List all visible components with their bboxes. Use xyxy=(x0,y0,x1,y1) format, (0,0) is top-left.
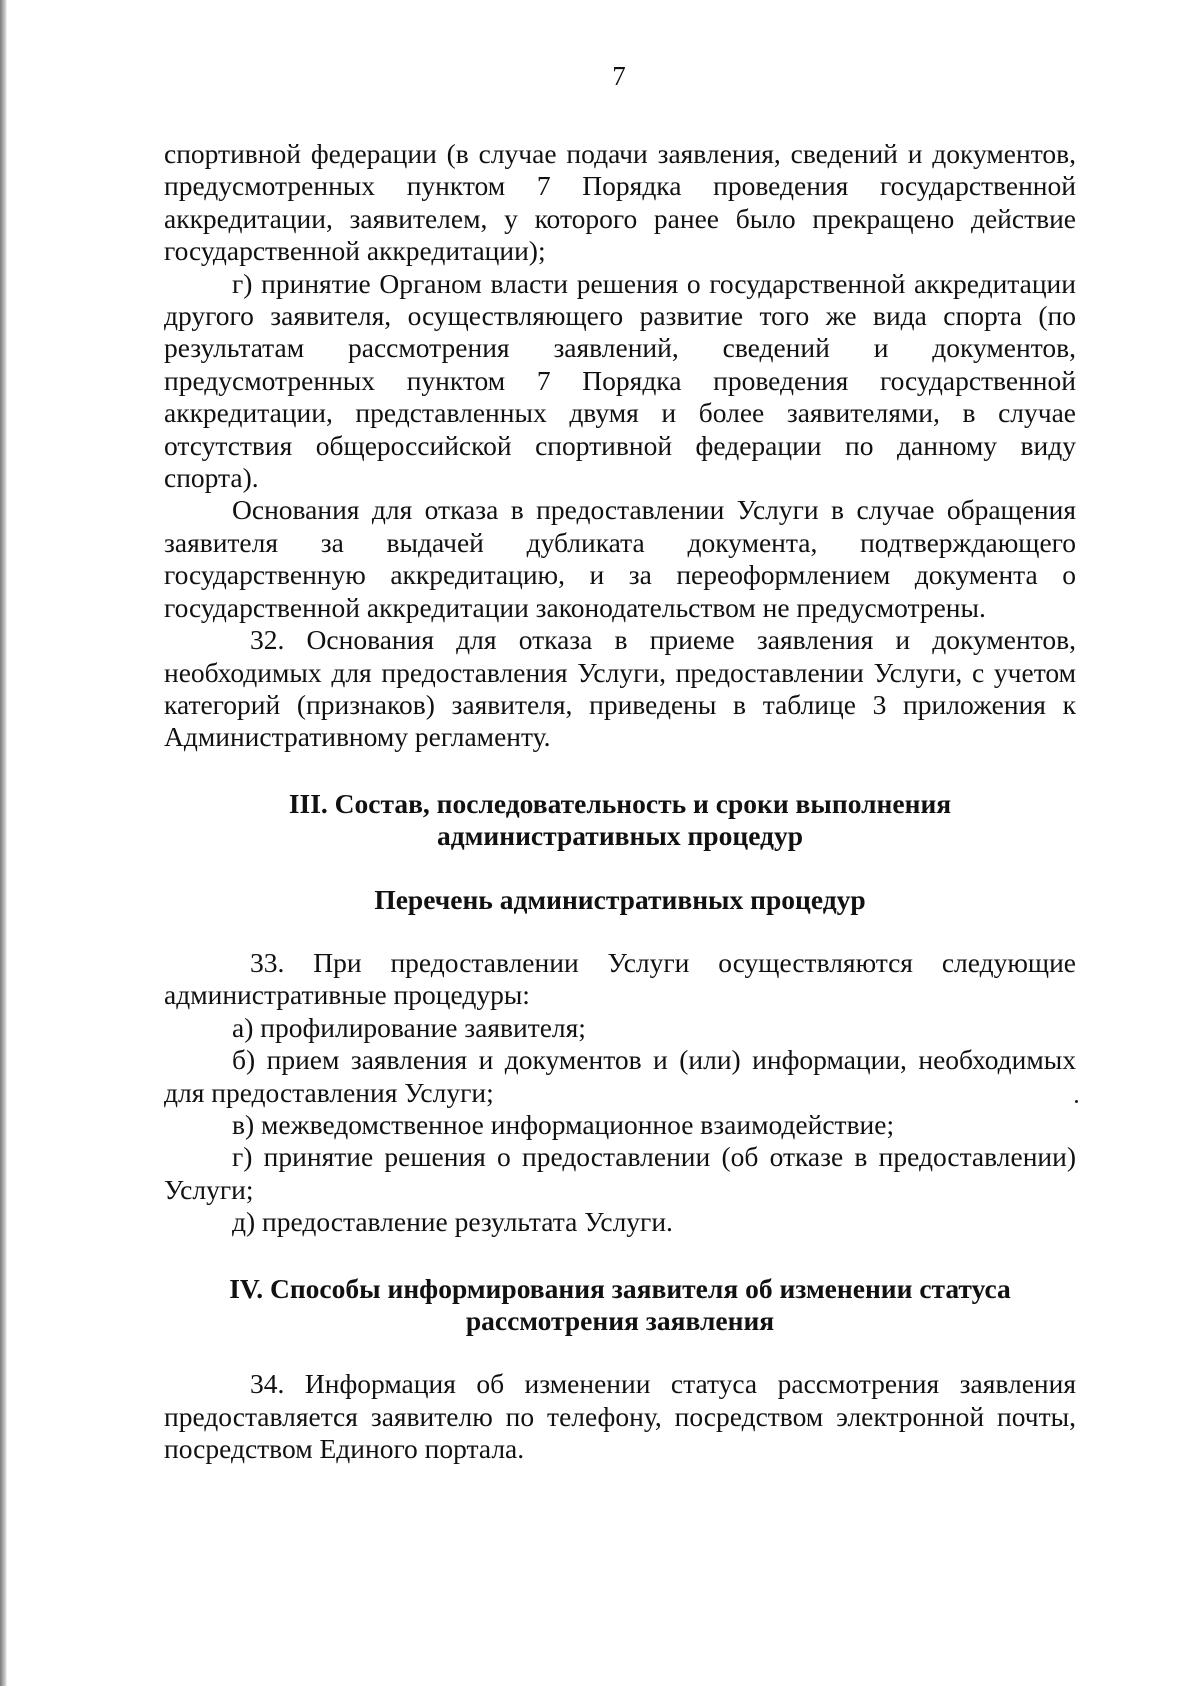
section-4-title-line-2: рассмотрения заявления xyxy=(465,1305,775,1336)
spacer xyxy=(164,1239,1076,1273)
list-item-b: б) прием заявления и документов и (или) информации, необходимых для предоставления Услуги; xyxy=(164,1044,1076,1108)
paragraph-32: 32. Основания для отказа в приеме заявления и документов, необходимых для предоставления Услуги, предоставлении Услуги, с учетом категорий (признаков) заявителя, приведены в таблице 3 приложения к Административному регламенту. xyxy=(164,624,1076,753)
list-item-a: а) профилирование заявителя; xyxy=(232,1011,586,1043)
list-item-d: д) предоставление результата Услуги. xyxy=(232,1206,673,1238)
paragraph-34: 34. Информация об изменении статуса рассмотрения заявления предоставляется заявителю по телефону, посредством электронной почты, посредством Единого портала. xyxy=(164,1368,1076,1465)
spacer xyxy=(164,754,1076,788)
paragraph-continuation: спортивной федерации (в случае подачи заявления, сведений и документов, предусмотренных пунктом 7 Порядка проведения государственной аккредитации, заявителем, у которого ранее было прекращено действие государственной аккредитации); xyxy=(164,138,1076,267)
document-body xyxy=(164,138,1076,1466)
list-item-g: г) принятие решения о предоставлении (об отказе в предоставлении) Услуги; xyxy=(164,1141,1076,1205)
paragraph-no-grounds: Основания для отказа в предоставлении Услуги в случае обращения заявителя за выдачей дубликата документа, подтверждающего государственную аккредитацию, и за переоформлением документа о государственной аккредитации законодательством не предусмотрены. xyxy=(164,494,1076,623)
spacer xyxy=(164,853,1076,884)
scan-speck xyxy=(1075,1100,1078,1103)
spacer xyxy=(164,916,1076,947)
section-3-subtitle: Перечень административных процедур xyxy=(374,883,866,915)
section-4-title-line-1: IV. Способы информирования заявителя об изменении статуса xyxy=(229,1272,1011,1304)
scan-edge-shadow xyxy=(0,0,7,1686)
section-3-title-line-2: административных процедур xyxy=(437,820,803,852)
page-number: 7 xyxy=(612,61,626,91)
paragraph-item-g: г) принятие Органом власти решения о государственной аккредитации другого заявителя, осуществляющего развитие того же вида спорта (по результатам рассмотрения заявлений, сведений и документов, предусмотренных пунктом 7 Порядка проведения государственной аккредитации, представленных двумя и более заявителями, в случае отсутствия общероссийской спортивной федерации по данному виду спорта). xyxy=(164,267,1076,494)
list-item-v: в) межведомственное информационное взаимодействие; xyxy=(232,1108,895,1140)
section-3-title-line-1: III. Состав, последовательность и сроки выполнения xyxy=(288,787,952,819)
paragraph-33: 33. При предоставлении Услуги осуществляются следующие административные процедуры: xyxy=(164,946,1076,1011)
spacer xyxy=(164,1337,1076,1368)
